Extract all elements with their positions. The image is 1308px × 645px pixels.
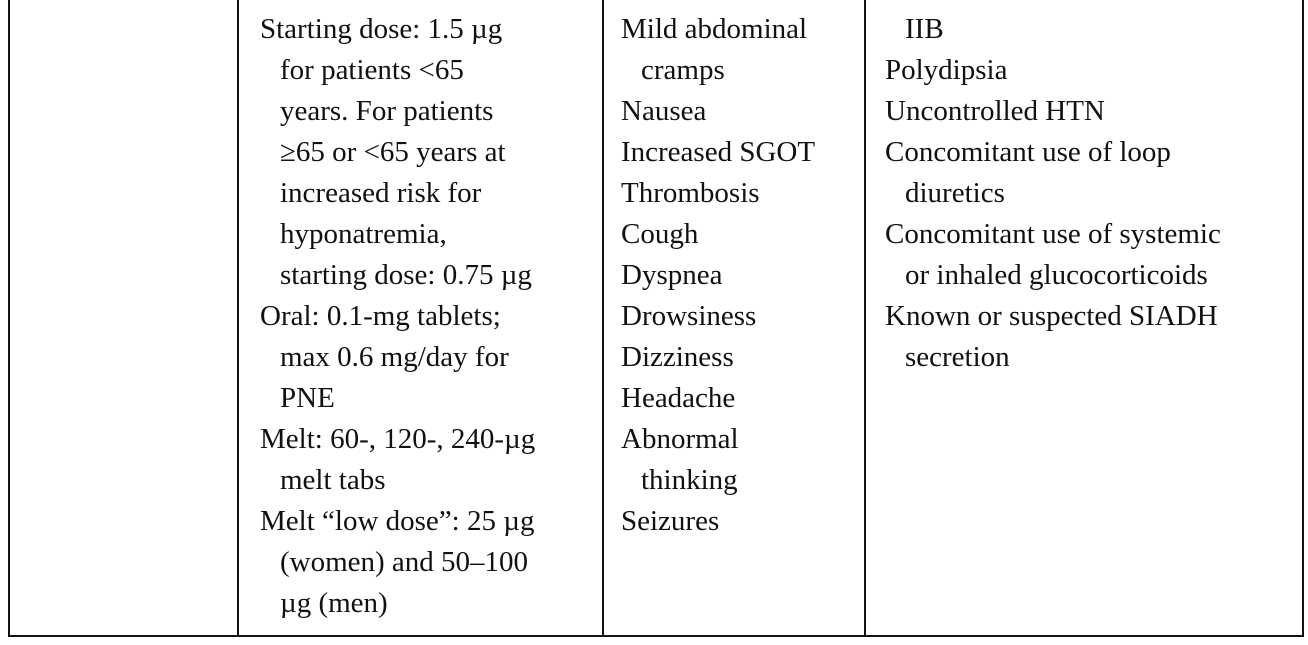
text-line: Melt “low dose”: 25 µg — [260, 505, 535, 537]
list-item — [621, 337, 863, 378]
text-line: Mild abdominal — [621, 13, 808, 45]
list-item — [621, 501, 863, 542]
text-line: diuretics — [905, 177, 1005, 209]
list-item — [885, 50, 1301, 91]
table-border-bottom — [8, 635, 1304, 637]
list-item — [621, 132, 863, 173]
list-item — [885, 132, 1301, 214]
text-line: µg (men) — [280, 587, 388, 619]
text-line: Known or suspected SIADH — [885, 300, 1218, 332]
text-line: Polydipsia — [885, 54, 1008, 86]
list-item — [621, 173, 863, 214]
list-item — [621, 214, 863, 255]
text-line: increased risk for — [280, 177, 482, 209]
contraindications-column — [885, 9, 1301, 378]
list-item — [621, 9, 863, 91]
list-item — [621, 296, 863, 337]
text-line: secretion — [905, 341, 1010, 373]
list-item — [260, 9, 600, 296]
text-line: starting dose: 0.75 µg — [280, 259, 532, 291]
text-line: Oral: 0.1-mg tablets; — [260, 300, 501, 332]
text-line: or inhaled glucocorticoids — [905, 259, 1208, 291]
text-line: Dyspnea — [621, 259, 723, 291]
dosing-column — [260, 9, 600, 624]
list-item — [621, 91, 863, 132]
list-item — [621, 378, 863, 419]
text-line: (women) and 50–100 — [280, 546, 529, 578]
text-line: ≥65 or <65 years at — [280, 136, 506, 168]
list-item — [260, 296, 600, 419]
text-line: Melt: 60-, 120-, 240-µg — [260, 423, 536, 455]
list-item — [885, 9, 1301, 50]
table-border-left — [8, 0, 10, 637]
text-line: Dizziness — [621, 341, 734, 373]
text-line: Abnormal — [621, 423, 739, 455]
text-line: cramps — [641, 54, 725, 86]
text-line: melt tabs — [280, 464, 386, 496]
text-line: Concomitant use of systemic — [885, 218, 1221, 250]
text-line: IIB — [905, 13, 944, 45]
column-divider-3 — [864, 0, 866, 637]
list-item — [885, 91, 1301, 132]
list-item — [621, 419, 863, 501]
text-line: Starting dose: 1.5 µg — [260, 13, 503, 45]
table-border-right — [1302, 0, 1304, 637]
text-line: years. For patients — [280, 95, 494, 127]
text-line: Uncontrolled HTN — [885, 95, 1105, 127]
text-line: for patients <65 — [280, 54, 464, 86]
text-line: PNE — [280, 382, 335, 414]
list-item — [885, 296, 1301, 378]
text-line: hyponatremia, — [280, 218, 447, 250]
text-line: Thrombosis — [621, 177, 760, 209]
text-line: max 0.6 mg/day for — [280, 341, 509, 373]
text-line: Drowsiness — [621, 300, 757, 332]
list-item — [260, 501, 600, 624]
medication-table — [8, 0, 1304, 637]
adverse-effects-column — [621, 9, 863, 542]
list-item — [260, 419, 600, 501]
column-divider-1 — [237, 0, 239, 637]
list-item — [885, 214, 1301, 296]
text-line: Nausea — [621, 95, 707, 127]
text-line: Concomitant use of loop — [885, 136, 1171, 168]
text-line: Seizures — [621, 505, 720, 537]
column-divider-2 — [602, 0, 604, 637]
text-line: thinking — [641, 464, 738, 496]
text-line: Increased SGOT — [621, 136, 816, 168]
text-line: Headache — [621, 382, 736, 414]
list-item — [621, 255, 863, 296]
text-line: Cough — [621, 218, 699, 250]
